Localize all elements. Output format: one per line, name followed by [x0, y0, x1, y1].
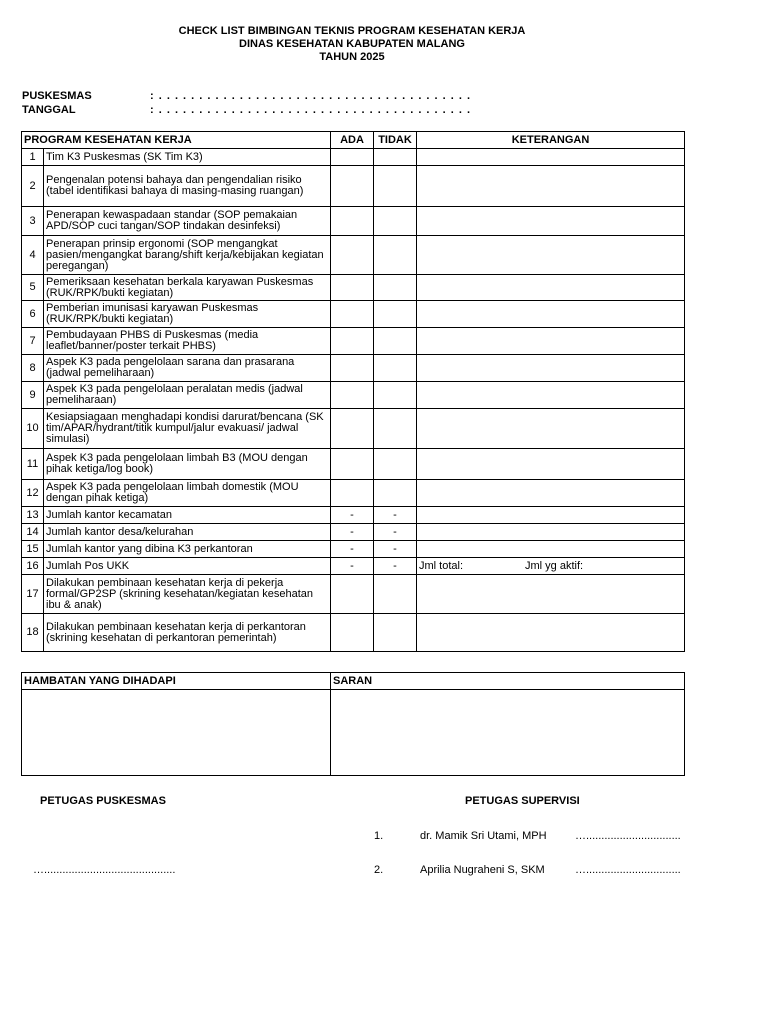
tidak-cell[interactable] [374, 149, 417, 166]
tidak-cell[interactable] [374, 236, 417, 275]
hambatan-input-area[interactable] [22, 690, 331, 776]
table-row [22, 355, 685, 382]
row-number: 14 [22, 524, 44, 541]
row-program: Jumlah kantor yang dibina K3 perkantoran [44, 541, 331, 558]
tidak-cell[interactable] [374, 301, 417, 328]
row-number: 12 [22, 480, 44, 507]
tidak-cell[interactable]: - [374, 507, 417, 524]
hambatan-saran-table [21, 672, 685, 776]
doc-title-line2: DINAS KESEHATAN KABUPATEN MALANG [239, 38, 465, 50]
keterangan-cell[interactable] [417, 207, 685, 236]
col-header-keterangan: KETERANGAN [417, 132, 685, 149]
table-row [22, 236, 685, 275]
row-number: 1 [22, 149, 44, 166]
table-row [22, 409, 685, 449]
row-number: 7 [22, 328, 44, 355]
row-program: Dilakukan pembinaan kesehatan kerja di pekerja formal/GP2SP (skrining kesehatan/kegiatan kesehatan ibu & anak) [44, 575, 331, 614]
row-number: 6 [22, 301, 44, 328]
table-row [22, 166, 685, 207]
ada-cell[interactable]: - [331, 541, 374, 558]
row-number: 2 [22, 166, 44, 207]
supervisor-1-name: dr. Mamik Sri Utami, MPH [420, 830, 547, 842]
keterangan-cell[interactable] [417, 614, 685, 652]
row-number: 16 [22, 558, 44, 575]
tidak-cell[interactable] [374, 449, 417, 480]
supervisor-2-number: 2. [374, 864, 384, 876]
keterangan-cell[interactable] [417, 355, 685, 382]
row-program: Aspek K3 pada pengelolaan limbah domestik (MOU dengan pihak ketiga) [44, 480, 331, 507]
row-program: Pemeriksaan kesehatan berkala karyawan Puskesmas (RUK/RPK/bukti kegiatan) [44, 275, 331, 301]
saran-input-area[interactable] [331, 690, 685, 776]
hambatan-header: HAMBATAN YANG DIHADAPI [22, 673, 331, 690]
keterangan-cell[interactable] [417, 541, 685, 558]
keterangan-cell[interactable] [417, 166, 685, 207]
keterangan-cell[interactable] [417, 507, 685, 524]
table-row [22, 614, 685, 652]
tidak-cell[interactable] [374, 575, 417, 614]
tidak-cell[interactable]: - [374, 524, 417, 541]
keterangan-cell[interactable] [417, 328, 685, 355]
ada-cell[interactable] [331, 207, 374, 236]
tidak-cell[interactable] [374, 275, 417, 301]
table-row [22, 301, 685, 328]
tidak-cell[interactable] [374, 355, 417, 382]
row-number: 3 [22, 207, 44, 236]
row-program: Aspek K3 pada pengelolaan limbah B3 (MOU dengan pihak ketiga/log book) [44, 449, 331, 480]
ada-cell[interactable] [331, 236, 374, 275]
ada-cell[interactable] [331, 149, 374, 166]
ada-cell[interactable] [331, 166, 374, 207]
row-number: 4 [22, 236, 44, 275]
table-row [22, 207, 685, 236]
row-program: Pengenalan potensi bahaya dan pengendalian risiko (tabel identifikasi bahaya di masing-masing ruangan) [44, 166, 331, 207]
keterangan-cell[interactable] [417, 149, 685, 166]
ada-cell[interactable] [331, 480, 374, 507]
tidak-cell[interactable] [374, 480, 417, 507]
row-number: 8 [22, 355, 44, 382]
row-number: 10 [22, 409, 44, 449]
tanggal-label: TANGGAL [22, 104, 76, 116]
saran-header: SARAN [331, 673, 685, 690]
puskesmas-field[interactable]: : . . . . . . . . . . . . . . . . . . . . . . . . . . . . . . . . . . . . . . . [150, 90, 472, 102]
ada-cell[interactable] [331, 614, 374, 652]
supervisor-1-number: 1. [374, 830, 384, 842]
row-program: Aspek K3 pada pengelolaan peralatan medis (jadwal pemeliharaan) [44, 382, 331, 409]
row-program: Penerapan kewaspadaan standar (SOP pemakaian APD/SOP cuci tangan/SOP tindakan desinfeksi) [44, 207, 331, 236]
row-number: 17 [22, 575, 44, 614]
keterangan-cell[interactable] [417, 449, 685, 480]
table-row [22, 507, 685, 524]
ada-cell[interactable] [331, 382, 374, 409]
table-row [22, 480, 685, 507]
table-row [22, 558, 685, 575]
keterangan-cell[interactable] [417, 409, 685, 449]
table-row [22, 541, 685, 558]
doc-title-line1: CHECK LIST BIMBINGAN TEKNIS PROGRAM KESEHATAN KERJA [178, 25, 526, 37]
row-program: Jumlah kantor desa/kelurahan [44, 524, 331, 541]
tidak-cell[interactable]: - [374, 558, 417, 575]
supervisor-2-signature-line[interactable]: …............................... [575, 864, 681, 876]
col-header-ada: ADA [331, 132, 374, 149]
keterangan-cell[interactable] [417, 524, 685, 541]
ada-cell[interactable] [331, 328, 374, 355]
ada-cell[interactable] [331, 275, 374, 301]
row-number: 5 [22, 275, 44, 301]
checklist-table [21, 131, 685, 652]
row-program: Penerapan prinsip ergonomi (SOP mengangkat pasien/mengangkat barang/shift kerja/kebijakan kegiatan peregangan) [44, 236, 331, 275]
tidak-cell[interactable] [374, 207, 417, 236]
keterangan-cell[interactable] [417, 301, 685, 328]
keterangan-cell[interactable] [417, 575, 685, 614]
tidak-cell[interactable] [374, 382, 417, 409]
table-row [22, 149, 685, 166]
row-program: Kesiapsiagaan menghadapi kondisi darurat/bencana (SK tim/APAR/hydrant/titik kumpul/jalur evakuasi/ jadwal simulasi) [44, 409, 331, 449]
row-number: 13 [22, 507, 44, 524]
row-program: Jumlah Pos UKK [44, 558, 331, 575]
row-program: Dilakukan pembinaan kesehatan kerja di perkantoran (skrining kesehatan di perkantoran pemerintah) [44, 614, 331, 652]
keterangan-cell[interactable] [417, 480, 685, 507]
doc-title-line3: TAHUN 2025 [319, 51, 385, 63]
ada-cell[interactable] [331, 355, 374, 382]
tidak-cell[interactable] [374, 614, 417, 652]
hambatan-body-row [22, 690, 685, 776]
col-header-program: PROGRAM KESEHATAN KERJA [22, 132, 331, 149]
ada-cell[interactable] [331, 575, 374, 614]
tidak-cell[interactable] [374, 328, 417, 355]
row-number: 11 [22, 449, 44, 480]
table-row [22, 449, 685, 480]
table-row [22, 275, 685, 301]
tidak-cell[interactable] [374, 409, 417, 449]
row-program: Pemberian imunisasi karyawan Puskesmas (RUK/RPK/bukti kegiatan) [44, 301, 331, 328]
table-row [22, 382, 685, 409]
petugas-supervisi-title: PETUGAS SUPERVISI [465, 795, 580, 807]
ada-cell[interactable] [331, 301, 374, 328]
ada-cell[interactable]: - [331, 524, 374, 541]
petugas-puskesmas-signature-line[interactable]: …........................................... [33, 864, 176, 876]
petugas-puskesmas-title: PETUGAS PUSKESMAS [40, 795, 166, 807]
row-program: Aspek K3 pada pengelolaan sarana dan prasarana (jadwal pemeliharaan) [44, 355, 331, 382]
table-header-row [22, 132, 685, 149]
row-program: Tim K3 Puskesmas (SK Tim K3) [44, 149, 331, 166]
table-row [22, 575, 685, 614]
table-row [22, 328, 685, 355]
tidak-cell[interactable] [374, 166, 417, 207]
tidak-cell[interactable]: - [374, 541, 417, 558]
keterangan-cell[interactable] [417, 382, 685, 409]
row-program: Jumlah kantor kecamatan [44, 507, 331, 524]
col-header-tidak: TIDAK [374, 132, 417, 149]
hambatan-header-row [22, 673, 685, 690]
ada-cell[interactable]: - [331, 558, 374, 575]
ada-cell[interactable]: - [331, 507, 374, 524]
jml-total-label: Jml total: [419, 559, 464, 572]
supervisor-2-name: Aprilia Nugraheni S, SKM [420, 864, 545, 876]
row-program: Pembudayaan PHBS di Puskesmas (media leaflet/banner/poster terkait PHBS) [44, 328, 331, 355]
row-number: 9 [22, 382, 44, 409]
row-number: 15 [22, 541, 44, 558]
ada-cell[interactable] [331, 409, 374, 449]
keterangan-cell[interactable] [417, 275, 685, 301]
keterangan-cell[interactable] [417, 558, 685, 575]
table-row [22, 524, 685, 541]
keterangan-cell[interactable] [417, 236, 685, 275]
tanggal-field[interactable]: : . . . . . . . . . . . . . . . . . . . . . . . . . . . . . . . . . . . . . . . [150, 104, 472, 116]
row-number: 18 [22, 614, 44, 652]
ada-cell[interactable] [331, 449, 374, 480]
jml-aktif-label: Jml yg aktif: [525, 559, 584, 572]
supervisor-1-signature-line[interactable]: …............................... [575, 830, 681, 842]
puskesmas-label: PUSKESMAS [22, 90, 92, 102]
